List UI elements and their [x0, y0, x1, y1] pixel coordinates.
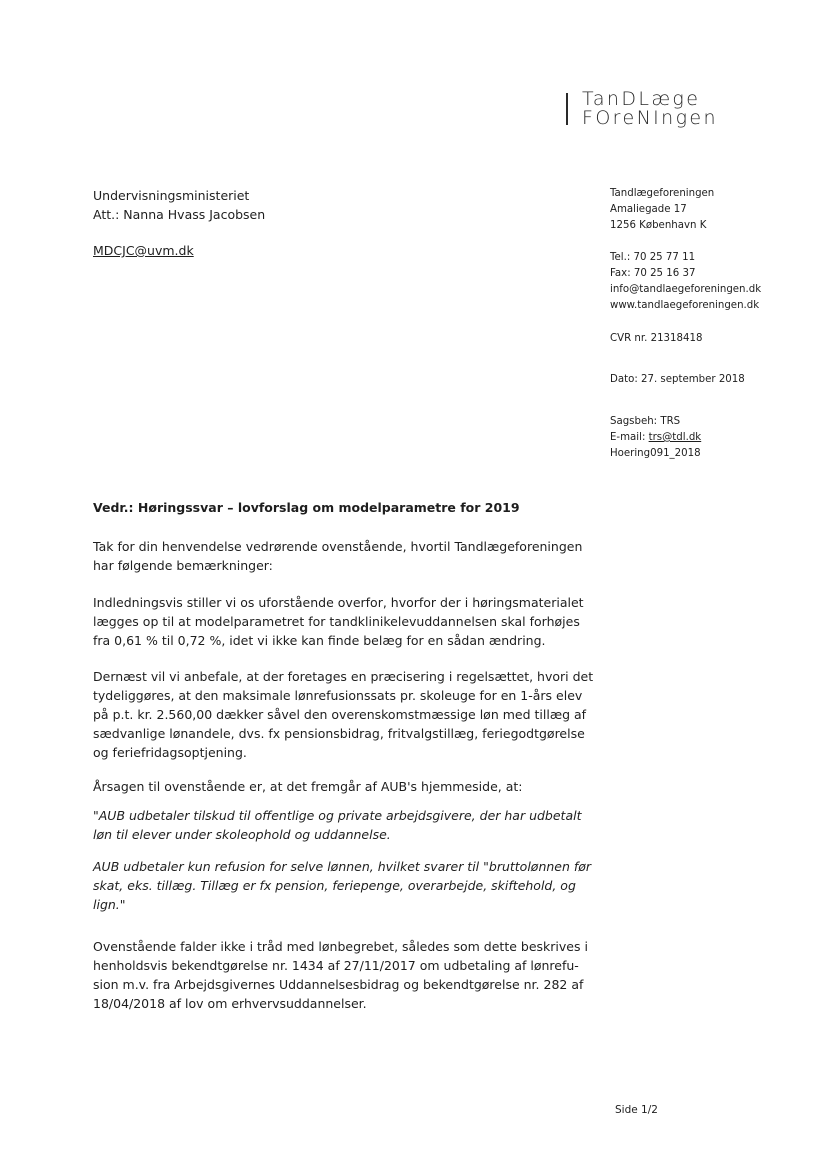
letter-subject: Vedr.: Høringssvar – lovforslag om modelparametre for 2019: [93, 500, 520, 515]
caseworker-email-link[interactable]: trs@tdl.dk: [648, 432, 702, 443]
recipient-att: Att.: Nanna Hvass Jacobsen: [93, 207, 266, 222]
text-line: Tak for din henvendelse vedrørende ovenstående, hvortil Tandlægeforeningen: [93, 539, 583, 554]
text-line: på p.t. kr. 2.560,00 dækker såvel den overenskomstmæssige løn med tillæg af: [93, 707, 587, 722]
text-line: lægges op til at modelparametret for tandklinikelevuddannelsen skal forhøjes: [93, 614, 580, 629]
paragraph-conclusion: [93, 937, 588, 1013]
text-line: lign.": [93, 897, 126, 912]
logo-bar: [566, 93, 568, 125]
caseworker-email-row: [610, 430, 701, 446]
sender-tel: Tel.: 70 25 77 11: [610, 252, 696, 263]
quote-aub-2: [93, 857, 592, 914]
sender-address: [610, 186, 714, 234]
quote-aub-1: [93, 806, 583, 844]
text-line: og feriefridagsoptjening.: [93, 745, 247, 760]
page-number: Side 1/2: [615, 1104, 658, 1116]
sender-contact: [610, 250, 761, 314]
recipient-org: Undervisningsministeriet: [93, 188, 250, 203]
text-line: sædvanlige lønandele, dvs. fx pensionsbidrag, fritvalgstillæg, feriegodtgørelse: [93, 726, 585, 741]
caseworker-email-label: E-mail:: [610, 432, 649, 443]
logo-line-2: FOreNIngen: [582, 107, 718, 129]
text-line: skat, eks. tillæg. Tillæg er fx pension, feriepenge, overarbejde, skiftehold, og: [93, 878, 576, 893]
sender-web[interactable]: www.tandlaegeforeningen.dk: [610, 300, 760, 311]
recipient-email-link[interactable]: MDCJC@uvm.dk: [93, 243, 194, 258]
paragraph-reason: [93, 777, 583, 796]
text-line: løn til elever under skoleophold og uddannelse.: [93, 827, 391, 842]
text-line: Indledningsvis stiller vi os uforstående overfor, hvorfor der i høringsmaterialet: [93, 595, 584, 610]
logo-line-1: TanDLæge: [582, 88, 701, 110]
caseworker: Sagsbeh: TRS: [610, 416, 681, 427]
text-line: "AUB udbetaler tilskud til offentlige og private arbejdsgivere, der har udbetalt: [93, 808, 582, 823]
sender-cvr: CVR nr. 21318418: [610, 333, 703, 344]
case-info: [610, 414, 701, 462]
sender-city: 1256 København K: [610, 220, 707, 231]
text-line: har følgende bemærkninger:: [93, 558, 273, 573]
text-line: Dernæst vil vi anbefale, at der foretages en præcisering i regelsættet, hvori det: [93, 669, 594, 684]
recipient-block: [93, 186, 265, 224]
text-line: Ovenstående falder ikke i tråd med lønbegrebet, således som dette beskrives i: [93, 939, 588, 954]
sender-street: Amaliegade 17: [610, 204, 687, 215]
letter-date: Dato: 27. september 2018: [610, 374, 745, 385]
case-reference: Hoering091_2018: [610, 448, 701, 459]
paragraph-intro: [93, 537, 583, 575]
text-line: henholdsvis bekendtgørelse nr. 1434 af 27/11/2017 om udbetaling af lønrefu-: [93, 958, 579, 973]
paragraph-recommendation: [93, 667, 594, 762]
text-line: sion m.v. fra Arbejdsgivernes Uddannelsesbidrag og bekendtgørelse nr. 282 af: [93, 977, 584, 992]
sender-name: Tandlægeforeningen: [610, 188, 715, 199]
text-line: AUB udbetaler kun refusion for selve lønnen, hvilket svarer til "bruttolønnen før: [93, 859, 592, 874]
paragraph-model-parameter: [93, 593, 583, 650]
text-line: Årsagen til ovenstående er, at det fremgår af AUB's hjemmeside, at:: [93, 779, 523, 794]
text-line: tydeliggøres, at den maksimale lønrefusionssats pr. skoleuge for en 1-års elev: [93, 688, 583, 703]
text-line: fra 0,61 % til 0,72 %, idet vi ikke kan finde belæg for en sådan ændring.: [93, 633, 546, 648]
tandlaegeforeningen-logo: [566, 89, 746, 129]
sender-email[interactable]: info@tandlaegeforeningen.dk: [610, 284, 762, 295]
text-line: 18/04/2018 af lov om erhvervsuddannelser.: [93, 996, 367, 1011]
sender-fax: Fax: 70 25 16 37: [610, 268, 696, 279]
